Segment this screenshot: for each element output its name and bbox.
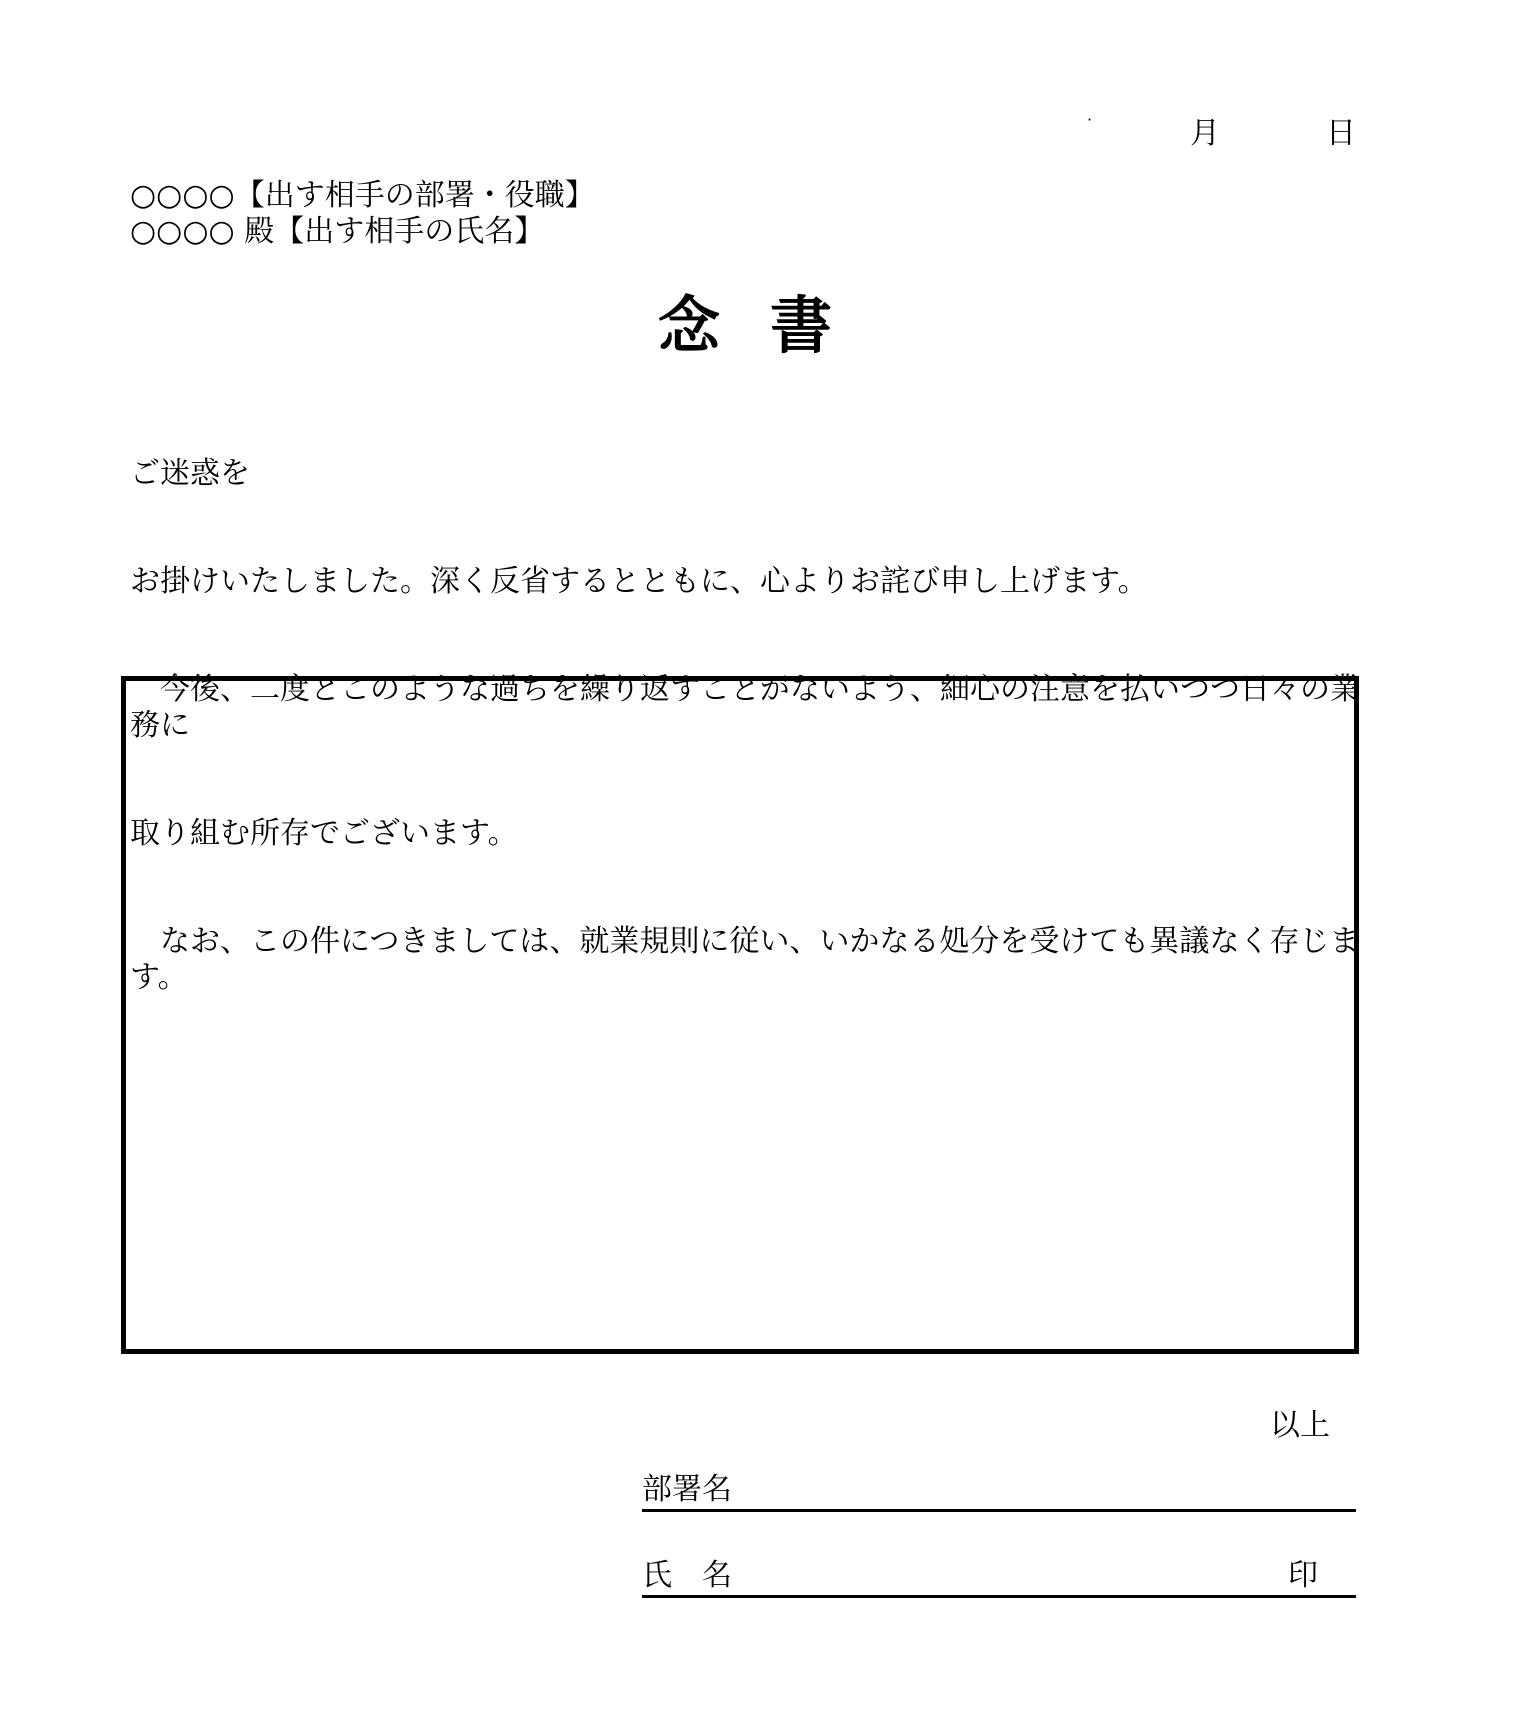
- body-paragraph: ご迷惑を: [130, 456, 250, 491]
- department-underline: [642, 1509, 1356, 1512]
- name-label: 氏 名: [642, 1558, 732, 1593]
- seal-label: 印: [1288, 1558, 1318, 1593]
- name-underline: [642, 1595, 1356, 1598]
- body-paragraph: お掛けいたしました。深く反省するとともに、心よりお詫び申し上げます。: [130, 564, 1148, 599]
- closing-text: 以上: [1270, 1408, 1330, 1443]
- addressee-name: ○○○○ 殿【出す相手の氏名】: [130, 214, 545, 249]
- statement-box[interactable]: [121, 676, 1359, 1354]
- body-paragraph: なお、この件につきましては、就業規則に従い、いかなる処分を受けても異議なく存じます。: [130, 924, 1360, 995]
- date-year-placeholder: ·: [1087, 110, 1093, 129]
- name-signature-row[interactable]: [642, 1550, 1356, 1598]
- addressee-department: ○○○○【出す相手の部署・役職】: [130, 178, 595, 213]
- date-month-label: 月: [1190, 116, 1220, 151]
- document-title: 念書: [657, 289, 882, 362]
- department-signature-row[interactable]: [642, 1464, 1356, 1512]
- body-paragraph: 今後、二度とこのような過ちを繰り返すことがないよう、細心の注意を払いつつ日々の業務に: [130, 672, 1360, 743]
- body-paragraph: 取り組む所存でございます。: [130, 816, 518, 851]
- department-label: 部署名: [642, 1472, 732, 1507]
- date-day-label: 日: [1326, 116, 1356, 151]
